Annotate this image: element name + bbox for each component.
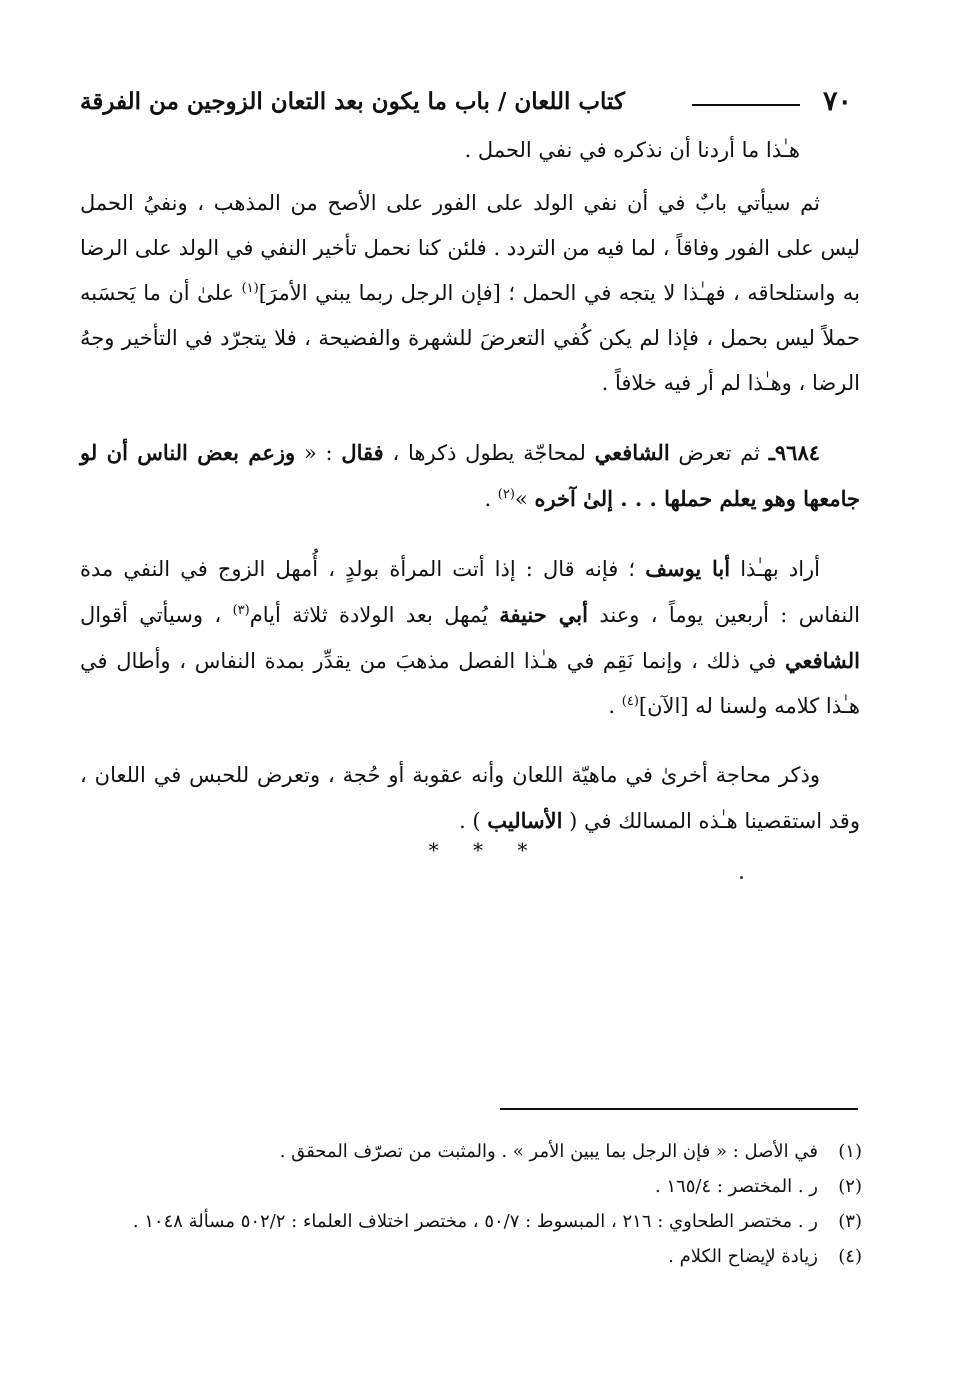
issue-number: ٩٦٨٤ـ xyxy=(768,440,821,465)
text-run: . xyxy=(484,487,498,511)
paragraph-3 xyxy=(80,430,860,522)
paragraph-2 xyxy=(80,181,860,406)
footnote-1 xyxy=(80,1136,862,1167)
name-shafii: الشافعي xyxy=(594,440,670,465)
text-run: ثم سيأتي بابٌ في أن نفي الولد على الفور على الأصح من المذهب ، ونفيُ الحمل ليس على الفور وفاقاً ، لما فيه من التردد . فلئن كنا نحمل تأخير النفي في الولد على الرضا به واستلحاقه ، فهـٰذا لا يتجه في الحمل ؛ [فإن الرجل ربما يبني الأمرَ] xyxy=(80,191,860,305)
quotation: وزعم بعض الناس أن لو جامعها وهو يعلم حملها . . . إلىٰ آخره xyxy=(80,440,860,511)
text-run: علىٰ أن ما يَحسَبه حملاً ليس بحمل ، فإذا لم يكن كُفي التعرضَ للشهرة والفضيحة ، فلا يتجرّد في التأخير وجهُ الرضا ، وهـٰذا لم أر فيه خلافاً . xyxy=(80,281,860,395)
footnote-text: في الأصل : « فإن الرجل بما يبين الأمر » . والمثبت من تصرّف المحقق . xyxy=(279,1141,818,1162)
page-number: ٧٠ xyxy=(822,86,852,117)
name-abu-hanifa: أبي حنيفة xyxy=(499,602,588,627)
text-run: ثم تعرض xyxy=(669,441,769,465)
stray-mark xyxy=(740,876,743,879)
book-title-asalib: الأساليب xyxy=(487,808,563,833)
text-run: وذكر محاجة أخرىٰ في ماهيّة اللعان وأنه عقوبة أو حُجة ، وتعرض للحبس في اللعان ، وقد استقصينا هـٰذه المسالك في ( xyxy=(80,763,860,833)
text-run: أراد بهـٰذا xyxy=(730,557,821,581)
footnotes xyxy=(80,1136,862,1276)
footnote-number: (١) xyxy=(838,1141,862,1162)
text-run: يُمهل بعد الولادة ثلاثة أيام xyxy=(249,603,500,627)
footnote-ref-1: (١) xyxy=(241,281,259,296)
running-header xyxy=(80,82,852,122)
paragraph-1: هـٰذا ما أردنا أن نذكره في نفي الحمل . xyxy=(464,138,800,162)
footnote-ref-4: (٤) xyxy=(621,694,639,709)
text-run: » xyxy=(514,487,535,511)
paragraph-4 xyxy=(80,546,860,729)
footnote-text: ر . المختصر : ١٦٥/٤ . xyxy=(654,1176,818,1197)
text-run: في ذلك ، وإنما نَقِم في هـٰذا الفصل مذهبَ من يقدِّر بمدة النفاس ، وأطال في هـٰذا كلامه ولسنا له [الآن] xyxy=(80,649,860,718)
main-text xyxy=(80,128,860,844)
name-shafii: الشافعي xyxy=(784,648,860,673)
name-abu-yusuf: أبا يوسف xyxy=(645,556,731,581)
footnote-text: زيادة لإيضاح الكلام . xyxy=(668,1246,818,1267)
footnote-3 xyxy=(80,1206,862,1237)
asterisk-icon: * xyxy=(473,838,483,862)
text-run: ؛ فإنه قال : إذا أتت المرأة بولدٍ ، أُمهل الزوج في النفي مدة النفاس : أربعين يوماً ، وعند xyxy=(80,557,860,627)
footnote-number: (٢) xyxy=(838,1176,862,1197)
footnote-2 xyxy=(80,1171,862,1202)
text-run: لمحاجّة يطول ذكرها ، xyxy=(383,441,595,465)
footnote-number: (٣) xyxy=(838,1211,862,1232)
footnote-ref-2: (٢) xyxy=(497,487,515,502)
text-run: . xyxy=(608,694,622,718)
word-faqal: فقال xyxy=(341,440,384,465)
header-rule xyxy=(692,104,800,106)
footnote-4 xyxy=(80,1241,862,1272)
running-title: كتاب اللعان / باب ما يكون بعد التعان الزوجين من الفرقة xyxy=(80,88,625,115)
footnote-ref-3: (٣) xyxy=(232,603,250,618)
text-run: ) . xyxy=(459,809,488,833)
text-run: : « xyxy=(295,441,342,465)
footnote-rule xyxy=(500,1108,858,1110)
footnote-text: ر . مختصر الطحاوي : ٢١٦ ، المبسوط : ٥٠/٧ ، مختصر اختلاف العلماء : ٥٠٢/٢ مسألة ١٠٤٨ . xyxy=(132,1211,818,1232)
asterisk-icon: * xyxy=(428,838,439,862)
section-separator xyxy=(0,838,956,862)
text-run: ، وسيأتي أقوال xyxy=(80,603,233,627)
footnote-number: (٤) xyxy=(838,1246,862,1267)
asterisk-icon: * xyxy=(517,838,528,862)
paragraph-5 xyxy=(80,753,860,844)
